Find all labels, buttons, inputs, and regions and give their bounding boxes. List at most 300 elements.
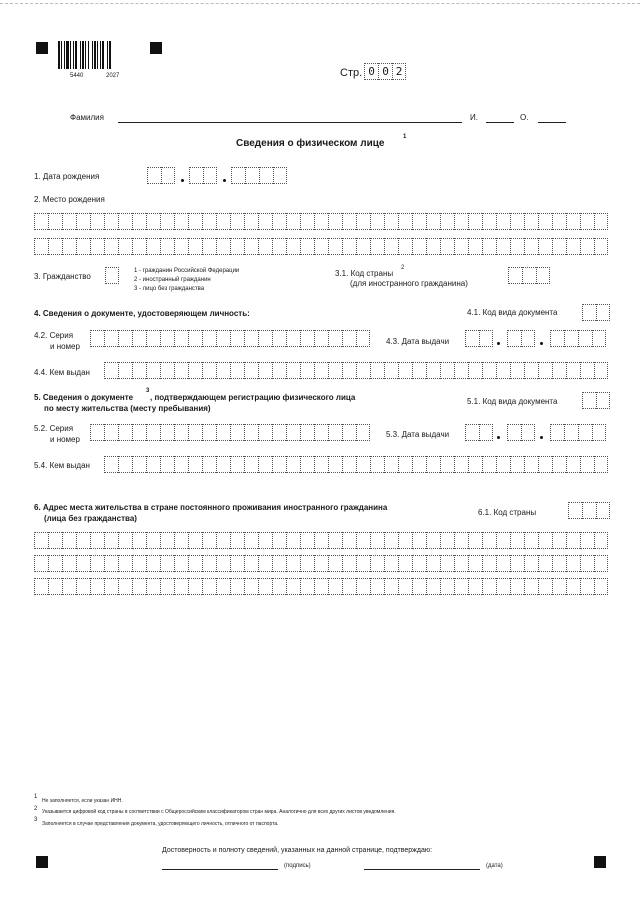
entry-cell[interactable] (258, 532, 272, 549)
entry-cell[interactable] (62, 532, 76, 549)
entry-cell[interactable] (174, 330, 188, 347)
initial-i-field[interactable] (486, 122, 514, 123)
entry-cell[interactable] (510, 362, 524, 379)
entry-cell[interactable] (300, 362, 314, 379)
entry-cell[interactable] (510, 456, 524, 473)
entry-cell[interactable] (566, 532, 580, 549)
entry-cell[interactable] (507, 424, 521, 441)
entry-cell[interactable] (594, 555, 608, 572)
entry-cell[interactable] (552, 555, 566, 572)
entry-cell[interactable] (231, 167, 245, 184)
entry-cell[interactable] (62, 555, 76, 572)
entry-cell[interactable] (300, 213, 314, 230)
entry-cell[interactable] (538, 362, 552, 379)
entry-cell[interactable] (496, 555, 510, 572)
entry-cell[interactable] (482, 555, 496, 572)
entry-cell[interactable] (118, 362, 132, 379)
entry-cell[interactable] (342, 532, 356, 549)
entry-cell[interactable] (90, 532, 104, 549)
entry-cell[interactable] (342, 578, 356, 595)
entry-cell[interactable] (300, 456, 314, 473)
entry-cell[interactable] (552, 362, 566, 379)
entry-cell[interactable] (160, 213, 174, 230)
entry-cell[interactable] (398, 238, 412, 255)
date-field[interactable] (364, 869, 480, 870)
entry-cell[interactable] (300, 424, 314, 441)
entry-cell[interactable] (510, 213, 524, 230)
entry-cell[interactable] (580, 578, 594, 595)
entry-cell[interactable] (202, 330, 216, 347)
entry-cell[interactable] (552, 532, 566, 549)
entry-cell[interactable] (580, 456, 594, 473)
entry-cell[interactable] (230, 330, 244, 347)
entry-cell[interactable] (202, 578, 216, 595)
entry-cell[interactable] (370, 532, 384, 549)
entry-cell[interactable] (342, 238, 356, 255)
entry-cell[interactable] (272, 532, 286, 549)
entry-cell[interactable] (202, 213, 216, 230)
entry-cell[interactable] (230, 213, 244, 230)
reg-issue-month[interactable] (507, 424, 535, 441)
entry-cell[interactable] (566, 578, 580, 595)
entry-cell[interactable] (465, 424, 479, 441)
entry-cell[interactable] (216, 578, 230, 595)
entry-cell[interactable] (132, 532, 146, 549)
entry-cell[interactable] (104, 578, 118, 595)
entry-cell[interactable] (146, 362, 160, 379)
entry-cell[interactable] (76, 532, 90, 549)
entry-cell[interactable] (479, 330, 493, 347)
entry-cell[interactable] (286, 213, 300, 230)
entry-cell[interactable] (356, 555, 370, 572)
entry-cell[interactable] (76, 238, 90, 255)
entry-cell[interactable] (552, 213, 566, 230)
entry-cell[interactable] (160, 578, 174, 595)
entry-cell[interactable] (356, 330, 370, 347)
entry-cell[interactable] (508, 267, 522, 284)
entry-cell[interactable] (258, 555, 272, 572)
entry-cell[interactable] (314, 330, 328, 347)
entry-cell[interactable] (188, 456, 202, 473)
entry-cell[interactable] (580, 213, 594, 230)
entry-cell[interactable] (370, 213, 384, 230)
entry-cell[interactable] (580, 555, 594, 572)
entry-cell[interactable] (244, 555, 258, 572)
entry-cell[interactable] (146, 238, 160, 255)
entry-cell[interactable] (412, 213, 426, 230)
doc-issued-by-cells[interactable] (104, 362, 608, 379)
entry-cell[interactable] (426, 213, 440, 230)
entry-cell[interactable] (272, 238, 286, 255)
entry-cell[interactable] (521, 330, 535, 347)
entry-cell[interactable] (104, 456, 118, 473)
entry-cell[interactable] (34, 238, 48, 255)
entry-cell[interactable] (582, 502, 596, 519)
addr-row-1[interactable] (34, 532, 608, 549)
entry-cell[interactable] (582, 304, 596, 321)
entry-cell[interactable] (440, 532, 454, 549)
entry-cell[interactable] (286, 330, 300, 347)
entry-cell[interactable] (566, 555, 580, 572)
entry-cell[interactable] (454, 578, 468, 595)
entry-cell[interactable] (314, 456, 328, 473)
entry-cell[interactable] (174, 456, 188, 473)
entry-cell[interactable] (328, 213, 342, 230)
entry-cell[interactable] (384, 213, 398, 230)
entry-cell[interactable] (578, 330, 592, 347)
entry-cell[interactable] (118, 532, 132, 549)
entry-cell[interactable] (188, 362, 202, 379)
entry-cell[interactable] (507, 330, 521, 347)
entry-cell[interactable] (258, 424, 272, 441)
entry-cell[interactable] (230, 362, 244, 379)
reg-code-cells[interactable] (582, 392, 610, 409)
entry-cell[interactable] (524, 578, 538, 595)
entry-cell[interactable] (440, 456, 454, 473)
entry-cell[interactable] (412, 532, 426, 549)
entry-cell[interactable] (510, 555, 524, 572)
birth-place-row-1[interactable] (34, 213, 608, 230)
entry-cell[interactable] (426, 578, 440, 595)
entry-cell[interactable] (34, 213, 48, 230)
entry-cell[interactable] (286, 456, 300, 473)
entry-cell[interactable] (594, 532, 608, 549)
birth-place-row-2[interactable] (34, 238, 608, 255)
entry-cell[interactable] (328, 424, 342, 441)
entry-cell[interactable] (426, 456, 440, 473)
entry-cell[interactable] (244, 330, 258, 347)
entry-cell[interactable] (104, 532, 118, 549)
entry-cell[interactable] (384, 555, 398, 572)
entry-cell[interactable] (454, 213, 468, 230)
entry-cell[interactable] (594, 238, 608, 255)
entry-cell[interactable] (188, 578, 202, 595)
entry-cell[interactable] (202, 532, 216, 549)
entry-cell[interactable] (244, 456, 258, 473)
initial-o-field[interactable] (538, 122, 566, 123)
entry-cell[interactable] (566, 238, 580, 255)
entry-cell[interactable] (90, 424, 104, 441)
entry-cell[interactable] (230, 456, 244, 473)
entry-cell[interactable] (132, 213, 146, 230)
entry-cell[interactable] (538, 456, 552, 473)
entry-cell[interactable] (174, 213, 188, 230)
entry-cell[interactable] (552, 456, 566, 473)
entry-cell[interactable] (566, 362, 580, 379)
entry-cell[interactable] (216, 238, 230, 255)
entry-cell[interactable] (286, 362, 300, 379)
entry-cell[interactable] (342, 456, 356, 473)
entry-cell[interactable] (132, 555, 146, 572)
entry-cell[interactable] (536, 267, 550, 284)
entry-cell[interactable] (202, 238, 216, 255)
signature-field[interactable] (162, 869, 278, 870)
entry-cell[interactable] (454, 532, 468, 549)
entry-cell[interactable] (314, 238, 328, 255)
entry-cell[interactable] (356, 238, 370, 255)
entry-cell[interactable] (62, 213, 76, 230)
entry-cell[interactable] (258, 330, 272, 347)
entry-cell[interactable] (328, 362, 342, 379)
entry-cell[interactable] (132, 578, 146, 595)
entry-cell[interactable] (314, 555, 328, 572)
entry-cell[interactable] (594, 456, 608, 473)
entry-cell[interactable] (482, 578, 496, 595)
entry-cell[interactable] (550, 330, 564, 347)
entry-cell[interactable] (203, 167, 217, 184)
doc-issue-day[interactable] (465, 330, 493, 347)
entry-cell[interactable] (482, 362, 496, 379)
entry-cell[interactable] (412, 555, 426, 572)
entry-cell[interactable] (468, 213, 482, 230)
entry-cell[interactable] (342, 330, 356, 347)
entry-cell[interactable] (580, 238, 594, 255)
entry-cell[interactable] (48, 532, 62, 549)
entry-cell[interactable] (468, 578, 482, 595)
entry-cell[interactable] (272, 213, 286, 230)
entry-cell[interactable] (426, 532, 440, 549)
entry-cell[interactable] (398, 532, 412, 549)
entry-cell[interactable] (328, 578, 342, 595)
entry-cell[interactable] (202, 424, 216, 441)
entry-cell[interactable] (482, 238, 496, 255)
entry-cell[interactable] (189, 167, 203, 184)
entry-cell[interactable] (524, 456, 538, 473)
entry-cell[interactable] (314, 213, 328, 230)
doc-issue-month[interactable] (507, 330, 535, 347)
entry-cell[interactable] (468, 362, 482, 379)
entry-cell[interactable] (76, 555, 90, 572)
entry-cell[interactable] (160, 532, 174, 549)
entry-cell[interactable] (146, 456, 160, 473)
entry-cell[interactable] (314, 424, 328, 441)
entry-cell[interactable] (342, 362, 356, 379)
entry-cell[interactable] (34, 532, 48, 549)
entry-cell[interactable] (230, 424, 244, 441)
entry-cell[interactable] (568, 502, 582, 519)
entry-cell[interactable] (174, 532, 188, 549)
entry-cell[interactable] (188, 424, 202, 441)
entry-cell[interactable] (592, 424, 606, 441)
entry-cell[interactable] (384, 362, 398, 379)
addr-row-3[interactable] (34, 578, 608, 595)
doc-issue-year[interactable] (550, 330, 606, 347)
entry-cell[interactable] (202, 456, 216, 473)
entry-cell[interactable] (582, 392, 596, 409)
entry-cell[interactable] (328, 330, 342, 347)
entry-cell[interactable] (216, 213, 230, 230)
entry-cell[interactable] (258, 213, 272, 230)
entry-cell[interactable] (550, 424, 564, 441)
entry-cell[interactable] (524, 362, 538, 379)
entry-cell[interactable] (48, 578, 62, 595)
entry-cell[interactable] (104, 213, 118, 230)
entry-cell[interactable] (510, 578, 524, 595)
entry-cell[interactable] (174, 424, 188, 441)
entry-cell[interactable] (580, 362, 594, 379)
entry-cell[interactable] (160, 238, 174, 255)
entry-cell[interactable] (370, 456, 384, 473)
entry-cell[interactable] (160, 456, 174, 473)
doc-series-number-cells[interactable] (90, 330, 370, 347)
entry-cell[interactable] (596, 502, 610, 519)
entry-cell[interactable] (132, 238, 146, 255)
entry-cell[interactable] (496, 362, 510, 379)
entry-cell[interactable] (356, 456, 370, 473)
entry-cell[interactable] (216, 532, 230, 549)
entry-cell[interactable] (566, 456, 580, 473)
entry-cell[interactable] (524, 238, 538, 255)
entry-cell[interactable] (314, 578, 328, 595)
entry-cell[interactable] (440, 555, 454, 572)
entry-cell[interactable] (90, 213, 104, 230)
surname-field[interactable] (118, 122, 462, 123)
entry-cell[interactable] (62, 238, 76, 255)
entry-cell[interactable] (161, 167, 175, 184)
entry-cell[interactable] (286, 555, 300, 572)
entry-cell[interactable] (34, 578, 48, 595)
entry-cell[interactable] (398, 578, 412, 595)
entry-cell[interactable] (328, 238, 342, 255)
entry-cell[interactable] (105, 267, 119, 284)
entry-cell[interactable] (118, 424, 132, 441)
entry-cell[interactable] (564, 330, 578, 347)
entry-cell[interactable] (454, 555, 468, 572)
entry-cell[interactable] (426, 238, 440, 255)
entry-cell[interactable] (118, 213, 132, 230)
entry-cell[interactable] (538, 238, 552, 255)
reg-issued-by-cells[interactable] (104, 456, 608, 473)
entry-cell[interactable] (496, 532, 510, 549)
entry-cell[interactable] (454, 238, 468, 255)
entry-cell[interactable] (412, 578, 426, 595)
entry-cell[interactable] (482, 456, 496, 473)
entry-cell[interactable] (202, 555, 216, 572)
entry-cell[interactable] (48, 213, 62, 230)
entry-cell[interactable] (356, 424, 370, 441)
entry-cell[interactable] (300, 532, 314, 549)
entry-cell[interactable] (300, 555, 314, 572)
entry-cell[interactable] (328, 555, 342, 572)
entry-cell[interactable] (244, 532, 258, 549)
entry-cell[interactable] (188, 330, 202, 347)
entry-cell[interactable] (342, 424, 356, 441)
entry-cell[interactable] (272, 555, 286, 572)
entry-cell[interactable] (188, 532, 202, 549)
doc-code-cells[interactable] (582, 304, 610, 321)
entry-cell[interactable] (521, 424, 535, 441)
entry-cell[interactable] (596, 392, 610, 409)
entry-cell[interactable] (118, 578, 132, 595)
entry-cell[interactable] (188, 238, 202, 255)
entry-cell[interactable] (370, 555, 384, 572)
entry-cell[interactable] (356, 213, 370, 230)
entry-cell[interactable] (384, 578, 398, 595)
entry-cell[interactable] (592, 330, 606, 347)
entry-cell[interactable] (314, 362, 328, 379)
entry-cell[interactable] (538, 532, 552, 549)
entry-cell[interactable] (104, 424, 118, 441)
entry-cell[interactable] (524, 532, 538, 549)
entry-cell[interactable] (496, 238, 510, 255)
entry-cell[interactable] (48, 555, 62, 572)
entry-cell[interactable] (328, 456, 342, 473)
entry-cell[interactable] (398, 213, 412, 230)
entry-cell[interactable] (104, 362, 118, 379)
entry-cell[interactable] (496, 578, 510, 595)
entry-cell[interactable] (300, 330, 314, 347)
entry-cell[interactable] (538, 555, 552, 572)
entry-cell[interactable] (538, 578, 552, 595)
entry-cell[interactable] (300, 238, 314, 255)
entry-cell[interactable] (384, 238, 398, 255)
entry-cell[interactable] (538, 213, 552, 230)
entry-cell[interactable] (398, 456, 412, 473)
entry-cell[interactable] (272, 456, 286, 473)
entry-cell[interactable] (566, 213, 580, 230)
entry-cell[interactable] (118, 456, 132, 473)
entry-cell[interactable] (174, 238, 188, 255)
entry-cell[interactable] (90, 330, 104, 347)
reg-issue-day[interactable] (465, 424, 493, 441)
entry-cell[interactable] (244, 213, 258, 230)
reg-issue-year[interactable] (550, 424, 606, 441)
entry-cell[interactable] (230, 532, 244, 549)
entry-cell[interactable] (258, 238, 272, 255)
reg-series-number-cells[interactable] (90, 424, 370, 441)
entry-cell[interactable] (286, 424, 300, 441)
entry-cell[interactable] (370, 238, 384, 255)
entry-cell[interactable] (104, 555, 118, 572)
entry-cell[interactable] (216, 330, 230, 347)
entry-cell[interactable] (496, 213, 510, 230)
entry-cell[interactable] (174, 555, 188, 572)
entry-cell[interactable] (440, 213, 454, 230)
entry-cell[interactable] (104, 330, 118, 347)
entry-cell[interactable] (356, 362, 370, 379)
entry-cell[interactable] (522, 267, 536, 284)
entry-cell[interactable] (552, 578, 566, 595)
entry-cell[interactable] (146, 578, 160, 595)
entry-cell[interactable] (370, 362, 384, 379)
entry-cell[interactable] (356, 578, 370, 595)
entry-cell[interactable] (258, 362, 272, 379)
entry-cell[interactable] (300, 578, 314, 595)
entry-cell[interactable] (244, 238, 258, 255)
entry-cell[interactable] (118, 555, 132, 572)
entry-cell[interactable] (510, 238, 524, 255)
entry-cell[interactable] (258, 578, 272, 595)
entry-cell[interactable] (440, 362, 454, 379)
entry-cell[interactable] (273, 167, 287, 184)
entry-cell[interactable] (230, 578, 244, 595)
entry-cell[interactable] (440, 238, 454, 255)
entry-cell[interactable] (259, 167, 273, 184)
entry-cell[interactable] (596, 304, 610, 321)
entry-cell[interactable] (146, 424, 160, 441)
entry-cell[interactable] (552, 238, 566, 255)
entry-cell[interactable] (90, 555, 104, 572)
entry-cell[interactable] (132, 362, 146, 379)
entry-cell[interactable] (496, 456, 510, 473)
entry-cell[interactable] (356, 532, 370, 549)
entry-cell[interactable] (454, 456, 468, 473)
entry-cell[interactable] (132, 456, 146, 473)
entry-cell[interactable] (328, 532, 342, 549)
entry-cell[interactable] (146, 213, 160, 230)
addr-country-cells[interactable] (568, 502, 610, 519)
entry-cell[interactable] (174, 578, 188, 595)
